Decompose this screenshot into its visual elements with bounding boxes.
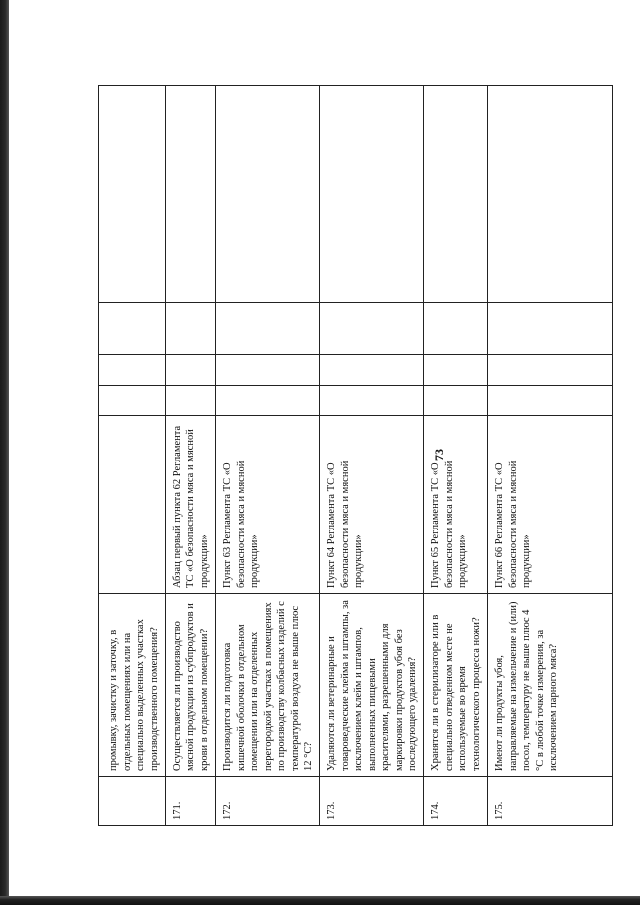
answer-na-cell xyxy=(99,303,166,355)
table-row xyxy=(488,86,613,826)
notes-cell xyxy=(166,86,216,303)
answer-na-cell xyxy=(216,303,320,355)
notes-cell xyxy=(320,86,424,303)
answer-no-cell xyxy=(488,355,613,386)
notes-cell xyxy=(99,86,166,303)
answer-yes-cell xyxy=(99,386,166,416)
answer-yes-cell xyxy=(424,386,488,416)
answer-no-cell xyxy=(99,355,166,386)
row-number xyxy=(99,777,166,826)
question-text: промывку, зачистку и заточку, в отдельных помещениях или на специально выделенных участках производственного помещения? xyxy=(99,594,166,777)
answer-yes-cell xyxy=(216,386,320,416)
row-number: 173. xyxy=(320,777,424,826)
reference-text: Пункт 66 Регламента ТС «О безопасности мяса и мясной продукции» xyxy=(488,416,613,594)
question-text: Удаляются ли ветеринарные и товароведческие клейма и штампы, за исключением клейм и штампов, выполненных пищевыми красителями, разрешенными для маркировки продуктов убоя без последующего удаления? xyxy=(320,594,424,777)
reference-text: Абзац первый пункта 62 Регламента ТС «О безопасности мяса и мясной продукции» xyxy=(166,416,216,594)
reference-text xyxy=(99,416,166,594)
table-row xyxy=(424,86,488,826)
notes-cell xyxy=(424,86,488,303)
answer-no-cell xyxy=(166,355,216,386)
row-number: 172. xyxy=(216,777,320,826)
answer-na-cell xyxy=(320,303,424,355)
answer-na-cell xyxy=(166,303,216,355)
answer-na-cell xyxy=(424,303,488,355)
table-row xyxy=(166,86,216,826)
row-number: 174. xyxy=(424,777,488,826)
reference-text: Пункт 64 Регламента ТС «О безопасности мяса и мясной продукции» xyxy=(320,416,424,594)
reference-text: Пункт 65 Регламента ТС «О безопасности мяса и мясной продукции» xyxy=(424,416,488,594)
scan-edge-left xyxy=(0,0,9,905)
notes-cell xyxy=(488,86,613,303)
table-row xyxy=(99,86,166,826)
table-row xyxy=(320,86,424,826)
notes-cell xyxy=(216,86,320,303)
row-number: 171. xyxy=(166,777,216,826)
question-text: Имеют ли продукты убоя, направляемые на измельчение и (или) посол, температуру не выше плюс 4 °С в любой точке измерения, за исключением парного мяса? xyxy=(488,594,613,777)
question-text: Хранятся ли в стерилизаторе или в специально отведенном месте не используемые во время технологического процесса ножи? xyxy=(424,594,488,777)
row-number: 175. xyxy=(488,777,613,826)
answer-yes-cell xyxy=(488,386,613,416)
answer-yes-cell xyxy=(320,386,424,416)
answer-na-cell xyxy=(488,303,613,355)
question-text: Производится ли подготовка кишечной оболочки в отдельном помещении или на отделенных перегородкой участках в помещениях по производству колбасных изделий с температурой воздуха не выше плюс 12 °С? xyxy=(216,594,320,777)
page-number: 73 xyxy=(431,449,446,461)
answer-no-cell xyxy=(216,355,320,386)
answer-yes-cell xyxy=(166,386,216,416)
reference-text: Пункт 63 Регламента ТС «О безопасности мяса и мясной продукции» xyxy=(216,416,320,594)
checklist-table-container xyxy=(98,86,582,826)
checklist-table xyxy=(98,85,613,826)
question-text: Осуществляется ли производство мясной продукции из субпродуктов и крови в отдельном помещении? xyxy=(166,594,216,777)
answer-no-cell xyxy=(424,355,488,386)
answer-no-cell xyxy=(320,355,424,386)
table-row xyxy=(216,86,320,826)
scan-edge-bottom xyxy=(0,896,640,905)
